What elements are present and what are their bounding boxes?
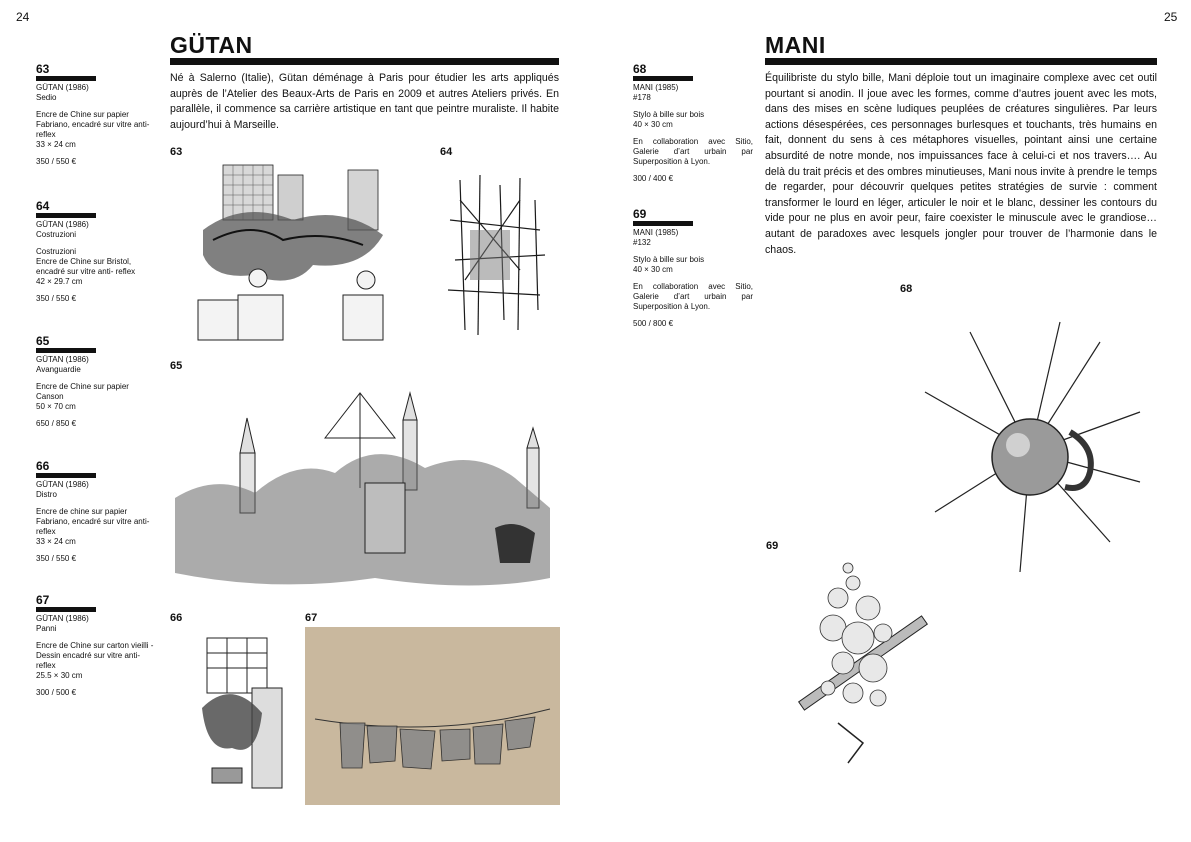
lot-number: 68 <box>633 62 647 76</box>
figure-label: 67 <box>305 612 318 624</box>
lot-title: Distro <box>36 490 57 499</box>
artwork-67-image <box>305 627 560 805</box>
lot-title: Sedio <box>36 93 57 102</box>
figure-label: 65 <box>170 360 183 372</box>
lot-size: 50 × 70 cm <box>36 402 76 411</box>
artwork-68-image <box>910 312 1150 582</box>
lot-caption <box>36 460 158 564</box>
lot-size: 25.5 × 30 cm <box>36 671 83 680</box>
lot-number: 66 <box>36 459 50 473</box>
lot-size: 40 × 30 cm <box>633 120 673 129</box>
lot-medium: Encre de chine sur papier Fabriano, encadré sur vitre anti-reflex <box>36 507 150 536</box>
artwork-63-image <box>183 160 398 345</box>
lot-rule <box>36 76 96 81</box>
lot-note: En collaboration avec Sitio, Galerie d’art urbain par Superposition à Lyon. <box>633 137 753 166</box>
lot-medium: Encre de Chine sur papier Fabriano, encadré sur vitre anti-reflex <box>36 110 150 139</box>
title-rule <box>170 58 559 65</box>
lot-artist: MANI (1985) <box>633 228 679 237</box>
page-number-left: 24 <box>16 10 30 24</box>
lot-title: Costruzioni <box>36 230 77 239</box>
lot-rule <box>36 473 96 478</box>
lot-price: 650 / 850 € <box>36 419 77 428</box>
lot-medium: Costruzioni Encre de Chine sur Bristol, encadré sur vitre anti- reflex <box>36 247 136 276</box>
lot-rule <box>36 348 96 353</box>
lot-caption <box>633 63 753 184</box>
lot-number: 69 <box>633 207 647 221</box>
lot-medium: Stylo à bille sur bois <box>633 110 705 119</box>
figure-label: 68 <box>900 283 913 295</box>
lot-number: 65 <box>36 334 50 348</box>
lot-size: 40 × 30 cm <box>633 265 673 274</box>
lot-caption <box>36 335 158 429</box>
artwork-69-image <box>778 548 943 778</box>
lot-medium: Encre de Chine sur papier Canson <box>36 382 129 401</box>
lot-price: 500 / 800 € <box>633 319 674 328</box>
lot-rule <box>633 76 693 81</box>
artwork-66-image <box>197 628 287 803</box>
figure-label: 66 <box>170 612 183 624</box>
lot-title: Avanguardie <box>36 365 81 374</box>
lot-caption <box>633 208 753 329</box>
lot-artist: GÜTAN (1986) <box>36 480 89 489</box>
lot-number: 63 <box>36 62 50 76</box>
lot-size: 42 × 29.7 cm <box>36 277 83 286</box>
lot-medium: Encre de Chine sur carton vieilli - Dessin encadré sur vitre anti-reflex <box>36 641 154 670</box>
figure-label: 63 <box>170 146 183 158</box>
lot-artist: GÜTAN (1986) <box>36 355 89 364</box>
lot-size: 33 × 24 cm <box>36 537 76 546</box>
lot-caption <box>36 63 158 167</box>
lot-title: #178 <box>633 93 651 102</box>
lot-size: 33 × 24 cm <box>36 140 76 149</box>
figure-label: 69 <box>766 540 779 552</box>
lot-price: 350 / 550 € <box>36 554 77 563</box>
lot-caption <box>36 594 158 698</box>
lot-rule <box>633 221 693 226</box>
lot-artist: GÜTAN (1986) <box>36 220 89 229</box>
title-rule <box>765 58 1157 65</box>
lot-artist: MANI (1985) <box>633 83 679 92</box>
lot-artist: GÜTAN (1986) <box>36 614 89 623</box>
artist-bio-mani: Équilibriste du stylo bille, Mani déploie tout un imaginaire complexe avec cet outil pourtant si anodin. Il joue avec les formes, comme d’autres jouent avec les mots, dans des mises en scène ludiques peuplées de créatures singulières. Par leurs actions désespérées, ces personnages burlesques et touchants, très humains en fait, donnent du sens à ces métaphores visuelles, pointant ainsi une certaine absurdité de notre monde, nos impuissances face à celui-ci et nos travers…. Au delà du trait précis et des ombres minutieuses, Mani nous invite à prendre le temps de regarder, pour découvrir quelques petites stratégies de survie : comment transformer le lourd en léger, articuler le noir et le blanc, dessiner les contours du vide pour ne plus en avoir peur, faire coexister le minuscule avec le grandiose… autant de paradoxes avec lesquels jongler pour trouver de l’harmonie dans le chaos. <box>765 72 1157 256</box>
lot-number: 67 <box>36 593 50 607</box>
artist-title-mani: MANI <box>765 32 826 58</box>
lot-note: En collaboration avec Sitio, Galerie d’art urbain par Superposition à Lyon. <box>633 282 753 311</box>
lot-title: #132 <box>633 238 651 247</box>
lot-price: 350 / 550 € <box>36 294 77 303</box>
figure-label: 64 <box>440 146 453 158</box>
lot-price: 300 / 500 € <box>36 688 77 697</box>
lot-number: 64 <box>36 199 50 213</box>
lot-price: 300 / 400 € <box>633 174 674 183</box>
artist-bio-gutan: Né à Salerno (Italie), Gütan déménage à Paris pour étudier les arts appliqués auprès de l’Atelier des Beaux-Arts de Paris en 2009 et autres Ateliers privés. En parallèle, il commence sa carrière artistique en tant que peintre muraliste. Il habite aujourd’hui à Marseille. <box>170 72 559 131</box>
lot-price: 350 / 550 € <box>36 157 77 166</box>
artwork-65-image <box>175 378 550 600</box>
lot-title: Panni <box>36 624 57 633</box>
artist-title-gutan: GÜTAN <box>170 32 253 58</box>
page-number-right: 25 <box>1164 10 1178 24</box>
lot-caption <box>36 200 158 304</box>
lot-rule <box>36 607 96 612</box>
lot-rule <box>36 213 96 218</box>
lot-artist: GÜTAN (1986) <box>36 83 89 92</box>
lot-medium: Stylo à bille sur bois <box>633 255 705 264</box>
artwork-64-image <box>440 170 550 340</box>
